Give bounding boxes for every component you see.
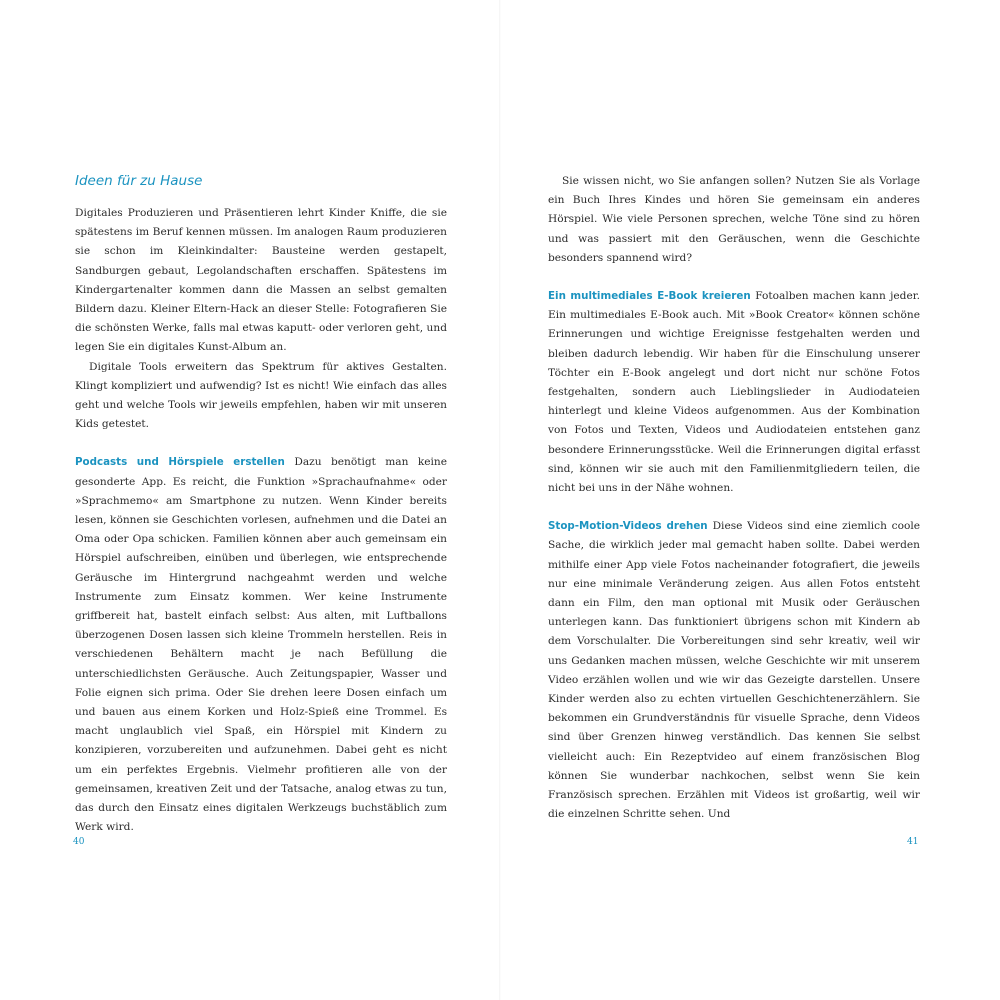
stopmotion-paragraph [548,517,920,824]
template-paragraph: Sie wissen nicht, wo Sie anfangen sollen? Nutzen Sie als Vorlage ein Buch Ihres Kindes und hören Sie gemeinsam ein anderes Hörspiel. Wie viele Personen sprechen, welche Töne sind zu hören und was passiert mit den Geräuschen, wenn die Geschichte besonders spannend wird? [548,175,920,264]
tools-paragraph: Digitale Tools erweitern das Spektrum für aktives Gestalten. Klingt kompliziert und aufwendig? Ist es nicht! Wie einfach das alles geht und welche Tools wir jeweils empfehlen, haben wir mit unseren Kids getestet. [75,360,447,431]
stopmotion-subheading: Stop-Motion-Videos drehen [548,520,708,533]
ebook-paragraph [548,287,920,498]
page-number-right: 41 [907,837,919,847]
podcast-paragraph [75,453,447,837]
stopmotion-text: Diese Videos sind eine ziemlich coole Sache, die wirklich jeder mal gemacht haben sollte. Dabei werden mithilfe einer App viele Fotos nacheinander fotografiert, die jeweils nur eine minimale Veränderung zeigen. Aus allen Fotos entsteht dann ein Film, den man optional mit Musik oder Geräuschen unterlegen kann. Das funktioniert übrigens schon mit Kindern ab dem Vorschulalter. Die Vorbereitungen sind sehr kreativ, weil wir uns Gedanken machen müssen, welche Geschichte wir mit unserem Video erzählen wollen und wie wir das Gezeigte darstellen. Unsere Kinder werden also zu echten virtuellen Geschichtenerzählern. Sie bekommen ein Grundverständnis für visuelle Sprache, denn Videos sind über Grenzen hinweg verständlich. Das kennen Sie selbst vielleicht auch: Ein Rezeptvideo auf einem französischen Blog können Sie wunderbar nachkochen, selbst wenn Sie kein Französisch sprechen. Erzählen mit Videos ist großartig, weil wir die einzelnen Schritte sehen. Und [548,520,920,821]
ebook-subheading: Ein multimediales E-Book kreieren [548,290,751,303]
ebook-text: Fotoalben machen kann jeder. Ein multimediales E-Book auch. Mit »Book Creator« können schöne Erinnerungen und wichtige Ereignisse festgehalten werden und bleiben dadurch lebendig. Wir haben für die Einschulung unserer Töchter ein E-Book angelegt und dort nicht nur schöne Fotos festgehalten, sondern auch Lieblingslieder in Audiodateien hinterlegt und kleine Videos aufgenommen. Aus der Kombination von Fotos und Texten, Videos und Audiodateien entstehen ganz besondere Erinnerungsstücke. Weil die Erinnerungen digital erfasst sind, können wir sie auch mit den Familienmitgliedern teilen, die nicht bei uns in der Nähe wohnen. [548,290,920,495]
section-heading: Ideen für zu Hause [75,173,203,189]
right-text-column [548,172,920,825]
intro-paragraph: Digitales Produzieren und Präsentieren lehrt Kinder Kniffe, die sie spätestens im Beruf kennen müssen. Im analogen Raum produzieren sie schon im Kleinkindalter: Bausteine werden gestapelt, Sandburgen gebaut, Legolandschaften erschaffen. Spätestens im Kindergartenalter kommen dann die Massen an selbst gemalten Bildern dazu. Kleiner Eltern-Hack an dieser Stelle: Fotografieren Sie die schönsten Werke, falls mal etwas kaputt- oder verloren geht, und legen Sie ein digitales Kunst-Album an. [75,207,447,354]
podcast-subheading: Podcasts und Hörspiele erstellen [75,456,285,469]
left-text-column [75,172,447,838]
page-number-left: 40 [73,837,85,847]
podcast-text: Dazu benötigt man keine gesonderte App. Es reicht, die Funktion »Sprachaufnahme« oder »Sprachmemo« am Smartphone zu nutzen. Wenn Kinder bereits lesen, können sie Geschichten vorlesen, aufnehmen und die Datei an Oma oder Opa schicken. Familien können aber auch gemeinsam ein Hörspiel aufschreiben, einüben und überlegen, wie entsprechende Geräusche im Hintergrund nachgeahmt werden und welche Instrumente zum Einsatz kommen. Wer keine Instrumente griffbereit hat, bastelt einfach selbst: Aus alten, mit Luftballons überzogenen Dosen lassen sich kleine Trommeln herstellen. Reis in verschiedenen Behältern macht je nach Befüllung die unterschiedlichsten Geräusche. Auch Zeitungspapier, Wasser und Folie eignen sich prima. Oder Sie drehen leere Dosen einfach um und bauen aus einem Korken und Holz-Spieß eine Trommel. Es macht unglaublich viel Spaß, ein Hörspiel mit Kindern zu konzipieren, vorzubereiten und aufzunehmen. Dabei geht es nicht um ein perfektes Ergebnis. Vielmehr profitieren alle von der gemeinsamen, kreativen Zeit und der Tatsache, analog etwas zu tun, das durch den Einsatz eines digitalen Werkzeugs buchstäblich zum Werk wird. [75,456,447,834]
right-page [500,0,1000,1000]
